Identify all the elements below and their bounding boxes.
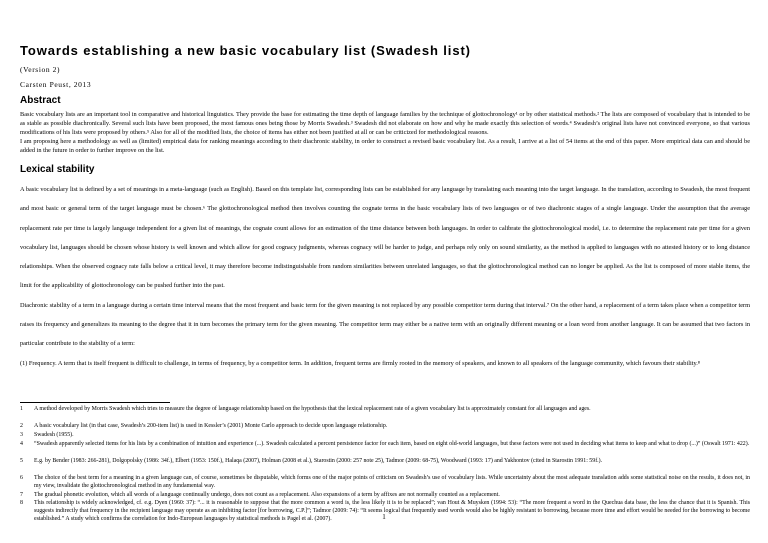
lexical-paragraph-2: Diachronic stability of a term in a language during a certain time interval means that the most frequent and basic term for the given meaning is not replaced by any possible competitor term during that interval.⁷ On the other hand, a replacement of a term takes place when a competitor term raises its frequency and generalizes its meaning to the degree that it in turn becomes the primary term for the given meaning. The competitor term may either be a native term with an originally different meaning or a loan word from another language. It can be assumed that two factors in particular contribute to the stability of a term: [20,301,750,348]
footnote [20,431,750,439]
footnote [20,440,750,448]
footnote-number: 6 [20,475,23,481]
lexical-stability-body [20,180,750,373]
abstract-paragraph-2: I am proposing here a methodology as well as (limited) empirical data for ranking meanings according to their diachronic stability, in order to construct a revised basic vocabulary list. As a result, I arrive at a list of 54 items at the end of this paper. More empirical data can and should be added in the future in order to further improve on the list. [20,138,750,154]
footnote-text: A method developed by Morris Swadesh which tries to measure the degree of language relationship based on the hypothesis that the lexical replacement rate of a given vocabulary list is approximately constant for all languages and ages. [34,406,591,412]
footnote-number: 7 [20,492,23,498]
abstract-paragraph-1: Basic vocabulary lists are an important tool in comparative and historical linguistics. They provide the base for estimating the time depth of language families by the technique of glottochronology¹ or by other statistical methods.² The lists are composed of vocabulary that is intended to be as stable as possible diachronically. Several such lists have been proposed, the most famous ones being those by Morris Swadesh.³ Swadesh did not elaborate on how and why he made exactly this selection of words.⁴ Swadesh’s original lists have not convinced everyone, so that various modifications of his lists were proposed by others.⁵ Also for all of the modified lists, the choice of items has either not been justified at all or can be criticized for methodological reasons. [20,111,750,136]
footnote-number: 4 [20,441,23,447]
footnote-separator [20,402,170,403]
footnote-text: The choice of the best term for a meaning in a given language can, of course, sometimes be disputable, which forms one of the major points of criticism on Swadesh’s use of vocabulary lists. While uncertainty about the most adequate translation adds some statistical noise on the results, it does not, in my view, invalidate the glottochronological method in any fundamental way. [34,475,750,490]
abstract-heading: Abstract [20,95,61,106]
footnote-number: 2 [20,423,23,429]
footnote-text: “Swadesh apparently selected items for his lists by a combination of intuition and experience (...). Swadesh calculated a percent persistence factor for each item, based on eight old-world languages, but these factors were not used in deciding what items to keep and what to drop (...)” (Oswalt 1971: 422). [34,441,750,447]
lexical-paragraph-3: (1) Frequency. A term that is itself frequent is difficult to challenge, in terms of frequency, by a competitor term. In addition, frequent terms are firmly rooted in the memory of speakers, and known to all speakers of the language community, which favours their stability.⁸ [20,359,700,367]
footnote-text: The gradual phonetic evolution, which all words of a language continually undergo, does not count as a replacement. Also expansions of a term by affixes are not normally counted as a replacement. [34,492,500,498]
footnote [20,422,750,430]
footnote [20,405,750,413]
document-author: Carsten Peust, 2013 [20,80,92,89]
footnote [20,474,750,490]
footnote-text: Swadesh (1955). [34,432,74,438]
footnote-number: 8 [20,500,23,506]
page-number: 1 [382,513,386,521]
footnote [20,457,750,465]
footnote-text: E.g. by Bender (1983: 266-281), Dolgopolsky (1986: 34f.), Elbert (1953: 150f.), Halaqa (2007), Holman (2008 et al.), Starostin (2000: 257 note 25), Tadmor (2009: 68-75), Woodward (1993: 17) and Yakhontov (cited in Starostin 1991: 59f.). [34,458,603,464]
footnote [20,491,750,499]
lexical-stability-heading: Lexical stability [20,164,95,175]
abstract-body [20,110,750,155]
document-version: (Version 2) [20,65,61,74]
footnote-number: 1 [20,406,23,412]
footnote-number: 5 [20,458,23,464]
footnote-number: 3 [20,432,23,438]
document-title: Towards establishing a new basic vocabulary list (Swadesh list) [20,43,471,58]
footnote-text: This relationship is widely acknowledged, cf. e.g. Dyen (1960: 37): “... it is reasonable to suppose that the more common a word is, the less likely it is to be replaced”; van Hout & Muysken (1994: 53): “The more frequent a word in the Quechua data base, the less the chance that it is Spanish. This suggests indirectly that frequency in the recipient language may operate as an inhibiting factor [for borrowing, C.P.]”; Tadmor (2009: 74): “It seems logical that frequently used words would also be highly resistant to borrowing, because more time and effort would be needed for the borrowing to become established.” A study which confirms the correlation for Indo-European languages by statistical methods is Pagel et al. (2007). [34,500,750,523]
lexical-paragraph-1: A basic vocabulary list is defined by a set of meanings in a meta-language (such as English). Based on this template list, corresponding lists can be established for any language by translating each meaning into the target language. In the translation, according to Swadesh, the most frequent and most basic or general term of the target language must be chosen.⁶ The glottochronological method then involves counting the cognate terms in the basic vocabulary lists of two languages or of two diachronic stages of a single language. Under the assumption that the average replacement rate per time is largely language independent for a given list of meanings, the cognate count allows for an estimation of the time distance between both languages. In order to calibrate the glottochronological model, i.e. to determine the replacement rate per time for a given vocabulary list, languages should be chosen whose history is well known and which allow for good cognacy judgments, whereas cognacy will be harder to judge, and perhaps rely only on sound similarity, as the method is applied to languages with no attested history or to long distance relationships. When the observed cognacy rate falls below a critical level, it may therefore become indistinguishable from random similarities between unrelated languages, so that the glottochronological method can no longer be applied. As the list is composed of more stable items, the limit for the applicability of glottochronology can be pushed further into the past. [20,186,750,290]
footnote-text: A basic vocabulary list (in that case, Swadesh’s 200-item list) is used in Kessler’s (2001) Monte Carlo approach to decide upon language relationship. [34,423,388,429]
